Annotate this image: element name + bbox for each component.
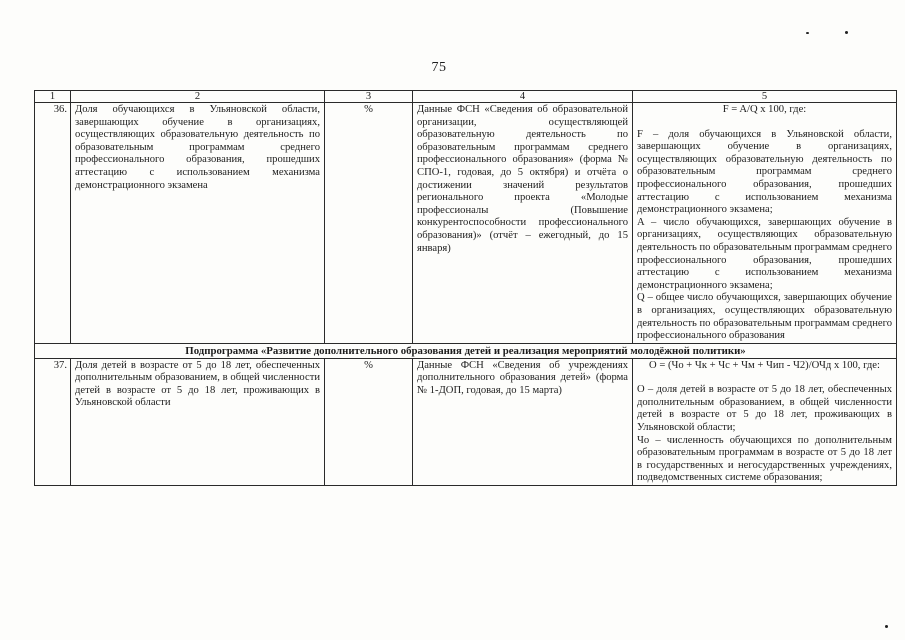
scan-speck (806, 32, 809, 34)
calculation-method (633, 358, 897, 485)
scan-speck (845, 31, 848, 34)
unit-of-measure: % (325, 358, 413, 485)
data-source: Данные ФСН «Сведения об образовательной организации, осуществляющей образовательную деятельность по образовательным программам среднего профессионального образования» (форма № СПО-1, годовая, до 5 октября) и отчёта о достижении значений результатов регионального проекта «Молодые профессионалы (Повышение конкурентоспособности профессионального образования)» (отчёт – ежегодный, до 15 января) (413, 103, 633, 344)
row-number: 36. (35, 103, 71, 344)
definition: Q – общее число обучающихся, завершающих обучение в организациях, осуществляющих образовательную деятельность по образовательным программам среднего профессионального образования (637, 292, 892, 342)
header-row (35, 91, 897, 103)
calculation-method (633, 103, 897, 344)
header-cell: 4 (413, 91, 633, 103)
table-row (35, 358, 897, 485)
definition: О – доля детей в возрасте от 5 до 18 лет, обеспеченных дополнительным образованием, в общей численности детей в возрасте от 5 до 18 лет, проживающих в Ульяновской области; (637, 384, 892, 434)
header-cell: 3 (325, 91, 413, 103)
spacer (637, 372, 892, 384)
unit-of-measure: % (325, 103, 413, 344)
indicator-table (34, 90, 897, 486)
formula: F = A/Q x 100, где: (722, 104, 807, 115)
indicator-name: Доля детей в возрасте от 5 до 18 лет, обеспеченных дополнительным образованием, в общей численности детей в возрасте от 5 до 18 лет, проживающих в Ульяновской области (71, 358, 325, 485)
definition: F – доля обучающихся в Ульяновской области, завершающих обучение в организациях, осуществляющих образовательную деятельность по образовательным программам среднего профессионального образования, прошедших аттестацию с использованием механизма демонстрационного экзамена; (637, 128, 892, 216)
scan-speck (885, 625, 888, 628)
subprogram-row (35, 343, 897, 358)
subprogram-title: Подпрограмма «Развитие дополнительного образования детей и реализация мероприятий молодёжной политики» (35, 343, 897, 358)
definition: Чо – численность обучающихся по дополнительным образовательным программам в возрасте от 5 до 18 лет в государственных и негосударственных учреждениях, подведомственных системе образования; (637, 434, 892, 484)
header-cell: 2 (71, 91, 325, 103)
data-source: Данные ФСН «Сведения об учреждениях дополнительного образования детей» (форма № 1-ДОП, годовая, до 15 марта) (413, 358, 633, 485)
page-number: 75 (431, 60, 447, 75)
table-row (35, 103, 897, 344)
definition: A – число обучающихся, завершающих обучение в организациях, осуществляющих образовательную деятельность по образовательным программам среднего профессионального образования, прошедших аттестацию с использованием механизма демонстрационного экзамена; (637, 216, 892, 291)
spacer (637, 117, 892, 129)
indicator-name: Доля обучающихся в Ульяновской области, завершающих обучение в организациях, осуществляющих образовательную деятельность по образовательным программам среднего профессионального образования, прошедших аттестацию с использованием механизма демонстрационного экзамена (71, 103, 325, 344)
header-cell: 5 (633, 91, 897, 103)
row-number: 37. (35, 358, 71, 485)
header-cell: 1 (35, 91, 71, 103)
formula: О = (Чо + Чк + Чс + Чм + Чип - Ч2)/ОЧд х 100, где: (649, 359, 880, 371)
